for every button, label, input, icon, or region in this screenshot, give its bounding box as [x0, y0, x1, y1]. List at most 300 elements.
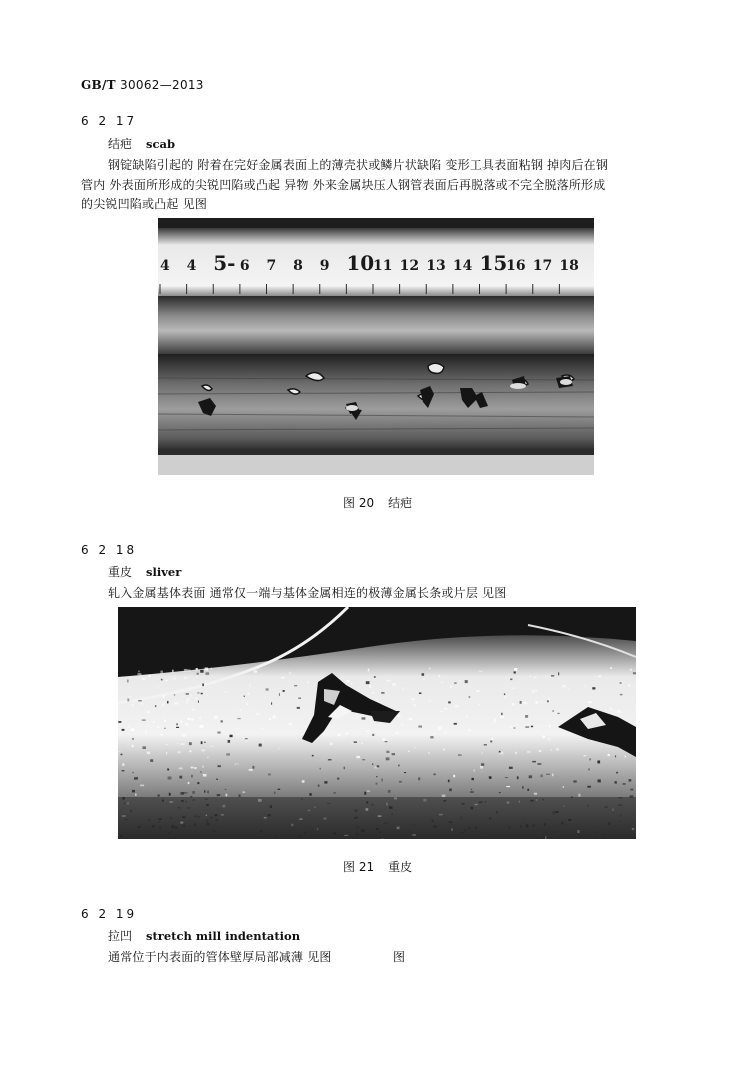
speckle-dot [135, 794, 137, 796]
speckle-dot [408, 751, 410, 752]
speckle-dot [203, 774, 207, 777]
speckle-dot [346, 732, 349, 735]
speckle-dot [226, 794, 228, 797]
speckle-dot [205, 668, 209, 671]
term-heading [108, 135, 175, 152]
speckle-dot [458, 754, 462, 756]
speckle-dot [217, 732, 220, 734]
speckle-dot [218, 765, 221, 767]
speckle-dot [324, 781, 327, 784]
speckle-dot [244, 696, 245, 697]
speckle-dot [372, 734, 374, 736]
speckle-dot [138, 671, 139, 673]
speckle-dot [514, 671, 516, 673]
speckle-dot [271, 702, 272, 704]
speckle-dot [573, 780, 576, 782]
speckle-dot [522, 786, 524, 789]
speckle-dot [484, 744, 487, 746]
speckle-dot [127, 698, 129, 701]
speckle-dot [141, 703, 144, 705]
speckle-dot [584, 685, 586, 686]
speckle-dot [178, 751, 181, 753]
speckle-dot [259, 744, 262, 747]
speckle-dot [158, 686, 160, 687]
term-en: scab [146, 137, 175, 151]
speckle-dot [158, 795, 160, 797]
speckle-dot [374, 676, 376, 678]
speckle-dot [254, 670, 258, 672]
speckle-dot [615, 756, 616, 758]
speckle-dot [198, 701, 199, 703]
speckle-dot [195, 698, 197, 700]
speckle-dot [386, 757, 390, 760]
speckle-dot [558, 713, 560, 714]
speckle-dot [147, 711, 150, 713]
speckle-dot [440, 711, 442, 712]
speckle-dot [199, 717, 201, 719]
speckle-dot [444, 708, 447, 710]
speckle-dot [184, 669, 187, 671]
speckle-dot [268, 774, 271, 776]
speckle-dot [279, 693, 280, 696]
speckle-dot [382, 738, 385, 741]
speckle-dot [273, 715, 276, 718]
speckle-dot [226, 753, 230, 755]
speckle-dot [122, 770, 125, 771]
speckle-dot [534, 677, 537, 678]
speckle-dot [128, 696, 130, 699]
speckle-dot [228, 740, 231, 743]
speckle-dot [163, 703, 164, 705]
speckle-dot [500, 715, 504, 718]
speckle-dot [372, 692, 375, 694]
figure-reference: 图 [393, 950, 406, 964]
speckle-dot [471, 789, 472, 791]
speckle-dot [140, 785, 144, 787]
speckle-dot [459, 680, 462, 682]
speckle-dot [157, 726, 160, 728]
speckle-dot [201, 750, 205, 752]
speckle-dot [438, 727, 441, 730]
speckle-dot [281, 677, 284, 678]
ruler-mark: 5- [213, 251, 236, 275]
speckle-dot [274, 792, 276, 795]
speckle-dot [398, 765, 400, 767]
speckle-dot [534, 793, 537, 795]
speckle-dot [127, 680, 128, 683]
definition-line: 管内 外表面所形成的尖锐凹陷或凸起 异物 外来金属块压人钢管表面后再脱落或不完全脱落所形成 [81, 178, 606, 192]
speckle-dot [529, 775, 533, 778]
section-number: 6 2 18 [81, 543, 138, 557]
speckle-dot [201, 693, 203, 695]
speckle-dot [387, 680, 391, 682]
speckle-dot [261, 728, 263, 729]
speckle-dot [453, 775, 455, 778]
speckle-dot [288, 723, 292, 725]
speckle-dot [122, 763, 124, 766]
speckle-dot [163, 696, 165, 699]
speckle-dot [618, 710, 622, 713]
speckle-dot [197, 692, 199, 693]
speckle-dot [269, 718, 271, 720]
speckle-dot [620, 694, 623, 695]
speckle-dot [434, 774, 436, 776]
definition-line: 的尖锐凹陷或凸起 见图 [81, 197, 208, 211]
speckle-dot [216, 779, 218, 780]
speckle-dot [312, 755, 314, 757]
speckle-dot [143, 746, 147, 749]
speckle-dot [578, 794, 580, 797]
speckle-dot [441, 682, 443, 683]
figure-21-caption [343, 858, 412, 875]
speckle-dot [598, 676, 601, 678]
speckle-dot [177, 743, 178, 744]
speckle-dot [381, 692, 384, 693]
speckle-dot [298, 698, 301, 699]
speckle-dot [448, 780, 450, 783]
speckle-dot [514, 668, 517, 671]
speckle-dot [356, 756, 360, 758]
speckle-dot [354, 741, 357, 743]
speckle-dot [201, 741, 203, 744]
sliver-photo-illustration [118, 607, 636, 839]
speckle-dot [552, 710, 554, 712]
speckle-dot [245, 738, 248, 739]
speckle-dot [204, 742, 206, 743]
speckle-dot [132, 745, 134, 748]
speckle-dot [192, 709, 195, 711]
speckle-dot [388, 790, 391, 793]
ruler-mark: 11 [373, 258, 393, 274]
speckle-dot [539, 750, 542, 752]
speckle-dot [568, 687, 569, 689]
speckle-dot [132, 772, 133, 774]
speckle-dot [252, 766, 254, 769]
term-cn: 结疤 [108, 137, 133, 151]
speckle-dot [362, 717, 366, 720]
speckle-dot [442, 795, 446, 798]
speckle-dot [630, 789, 633, 791]
speckle-dot [401, 724, 403, 727]
speckle-dot [469, 696, 471, 698]
speckle-dot [334, 792, 336, 794]
speckle-dot [294, 685, 297, 686]
speckle-dot [466, 715, 468, 718]
speckle-dot [187, 669, 190, 672]
speckle-dot [256, 714, 260, 715]
speckle-dot [230, 735, 233, 738]
speckle-dot [211, 667, 212, 670]
speckle-dot [413, 704, 416, 706]
speckle-dot [164, 720, 166, 722]
speckle-dot [297, 707, 300, 709]
speckle-dot [185, 723, 188, 726]
speckle-dot [122, 729, 125, 731]
speckle-dot [491, 738, 493, 740]
speckle-dot [499, 792, 501, 793]
figure-20-photo [158, 218, 594, 475]
speckle-dot [132, 790, 135, 793]
speckle-dot [351, 683, 352, 685]
speckle-dot [200, 725, 204, 728]
ruler-mark: 10 [346, 251, 375, 275]
ruler-mark: 17 [532, 258, 553, 274]
speckle-dot [525, 715, 528, 718]
speckle-dot [562, 685, 566, 688]
speckle-dot [563, 786, 565, 788]
speckle-dot [537, 763, 541, 764]
speckle-dot [479, 671, 483, 672]
speckle-dot [187, 718, 190, 720]
speckle-dot [531, 726, 533, 728]
term-heading [108, 927, 300, 944]
speckle-dot [530, 676, 531, 678]
speckle-dot [200, 670, 203, 673]
speckle-dot [204, 790, 206, 793]
speckle-dot [468, 729, 471, 732]
definition-line: 轧入金属基体表面 通常仅一端与基体金属相连的极薄金属长条或片层 见图 [108, 586, 507, 600]
term-heading [108, 563, 181, 580]
speckle-dot [489, 776, 492, 779]
speckle-dot [376, 783, 378, 785]
speckle-dot [506, 786, 510, 787]
speckle-dot [176, 727, 179, 728]
speckle-dot [630, 669, 632, 671]
speckle-dot [542, 736, 545, 739]
speckle-dot [414, 747, 415, 749]
speckle-dot [165, 744, 167, 745]
speckle-dot [552, 774, 553, 777]
speckle-dot [541, 700, 542, 703]
speckle-dot [186, 698, 189, 701]
speckle-dot [587, 786, 591, 788]
speckle-dot [366, 681, 370, 684]
speckle-dot [537, 726, 540, 727]
speckle-dot [629, 779, 632, 782]
speckle-dot [257, 667, 259, 668]
speckle-dot [377, 765, 379, 767]
speckle-dot [190, 695, 191, 697]
speckle-dot [372, 764, 373, 766]
speckle-dot [196, 668, 198, 670]
speckle-dot [545, 676, 547, 677]
speckle-dot [418, 726, 422, 728]
speckle-dot [338, 734, 341, 736]
speckle-dot [532, 690, 533, 693]
speckle-dot [207, 757, 208, 758]
speckle-dot [549, 725, 551, 728]
figure-caption-text: 结疤 [388, 496, 413, 510]
speckle-dot [184, 792, 188, 793]
speckle-dot [522, 678, 523, 679]
speckle-dot [194, 767, 197, 769]
speckle-dot [402, 688, 404, 691]
speckle-dot [592, 687, 595, 689]
term-cn: 拉凹 [108, 929, 133, 943]
speckle-dot [512, 703, 514, 705]
speckle-dot [439, 675, 441, 677]
speckle-dot [361, 743, 363, 744]
speckle-dot [444, 748, 445, 751]
speckle-dot [524, 702, 528, 704]
speckle-dot [584, 755, 586, 756]
speckle-dot [118, 751, 120, 752]
speckle-dot [454, 682, 456, 683]
speckle-dot [546, 774, 550, 775]
speckle-dot [511, 687, 514, 689]
speckle-dot [179, 768, 183, 770]
ruler-mark: 13 [426, 258, 446, 274]
speckle-dot [160, 734, 162, 736]
speckle-dot [246, 703, 248, 705]
speckle-dot [527, 751, 531, 753]
speckle-dot [620, 682, 622, 683]
speckle-dot [430, 736, 433, 738]
figure-20-caption [343, 494, 412, 511]
speckle-dot [214, 716, 218, 718]
speckle-dot [556, 748, 559, 750]
speckle-dot [434, 733, 435, 734]
speckle-dot [478, 704, 480, 706]
speckle-dot [131, 728, 135, 731]
speckle-dot [419, 693, 422, 695]
speckle-dot [364, 792, 366, 795]
speckle-dot [527, 789, 529, 791]
speckle-dot [168, 769, 169, 770]
standard-code: GB/T [81, 78, 116, 92]
speckle-dot [197, 673, 199, 675]
section-number: 6 2 19 [81, 907, 138, 921]
speckle-dot [250, 684, 251, 687]
speckle-dot [169, 793, 171, 796]
speckle-dot [387, 740, 389, 741]
speckle-dot [504, 693, 505, 695]
figure-label: 图 21 [343, 860, 375, 874]
page-header [81, 78, 204, 92]
speckle-dot [610, 708, 613, 710]
speckle-dot [247, 693, 249, 695]
speckle-dot [418, 777, 420, 780]
speckle-dot [307, 682, 309, 683]
speckle-dot [423, 679, 425, 680]
ruler-mark: 12 [399, 258, 420, 274]
speckle-dot [147, 752, 150, 755]
speckle-dot [366, 731, 369, 732]
speckle-dot [589, 758, 591, 760]
speckle-dot [532, 761, 536, 763]
speckle-dot [509, 767, 513, 769]
speckle-dot [246, 739, 248, 741]
definition-line: 通常位于内表面的管体壁厚局部减薄 见图 [108, 950, 332, 964]
speckle-dot [192, 791, 195, 794]
speckle-dot [367, 791, 370, 792]
speckle-dot [514, 727, 516, 728]
speckle-dot [588, 701, 592, 704]
speckle-dot [608, 754, 610, 756]
speckle-dot [404, 772, 406, 773]
speckle-dot [239, 794, 241, 797]
speckle-dot [176, 719, 177, 721]
speckle-dot [396, 732, 399, 734]
speckle-dot [547, 700, 549, 702]
speckle-dot [451, 686, 452, 688]
speckle-dot [236, 728, 239, 729]
speckle-dot [615, 781, 617, 784]
speckle-dot [429, 667, 431, 670]
speckle-dot [548, 698, 550, 700]
speckle-dot [392, 753, 395, 755]
speckle-dot [278, 748, 280, 749]
speckle-dot [535, 701, 538, 703]
speckle-dot [494, 719, 496, 722]
speckle-dot [186, 693, 189, 694]
speckle-dot [182, 734, 186, 737]
speckle-dot [548, 738, 551, 740]
speckle-dot [168, 777, 172, 780]
speckle-dot [206, 672, 210, 675]
speckle-dot [515, 752, 517, 754]
speckle-dot [633, 672, 636, 674]
speckle-dot [202, 766, 204, 768]
speckle-dot [535, 690, 537, 692]
scab-photo-illustration [158, 218, 594, 475]
speckle-dot [132, 738, 133, 740]
speckle-dot [449, 789, 452, 792]
speckle-dot [598, 779, 601, 782]
speckle-dot [225, 789, 227, 790]
ruler-mark: 6 [239, 258, 250, 274]
speckle-dot [635, 705, 636, 707]
speckle-dot [428, 700, 431, 701]
speckle-dot [352, 743, 354, 745]
speckle-dot [249, 769, 253, 771]
speckle-dot [376, 776, 377, 777]
figure-21-photo [118, 607, 636, 839]
speckle-dot [278, 789, 281, 790]
speckle-dot [121, 754, 123, 756]
speckle-dot [179, 776, 182, 779]
speckle-dot [240, 709, 242, 711]
speckle-dot [371, 718, 372, 720]
speckle-dot [172, 670, 174, 673]
speckle-dot [186, 702, 188, 704]
speckle-dot [283, 690, 285, 692]
speckle-dot [499, 751, 501, 753]
speckle-dot [196, 676, 197, 677]
speckle-dot [188, 782, 190, 784]
speckle-dot [551, 749, 552, 751]
speckle-dot [445, 731, 447, 734]
speckle-dot [474, 769, 475, 772]
speckle-dot [346, 680, 350, 682]
speckle-dot [237, 718, 240, 719]
ruler-mark: 4 [186, 258, 197, 274]
speckle-dot [134, 777, 138, 779]
speckle-dot [411, 699, 415, 701]
speckle-dot [369, 685, 371, 688]
speckle-dot [448, 701, 451, 703]
speckle-dot [165, 680, 169, 681]
ruler-mark: 16 [506, 258, 526, 274]
speckle-dot [318, 785, 320, 787]
speckle-dot [211, 746, 214, 747]
speckle-dot [181, 743, 185, 744]
speckle-dot [167, 701, 169, 704]
speckle-dot [588, 768, 589, 770]
speckle-dot [320, 768, 321, 770]
speckle-dot [138, 700, 142, 701]
speckle-dot [344, 767, 345, 770]
